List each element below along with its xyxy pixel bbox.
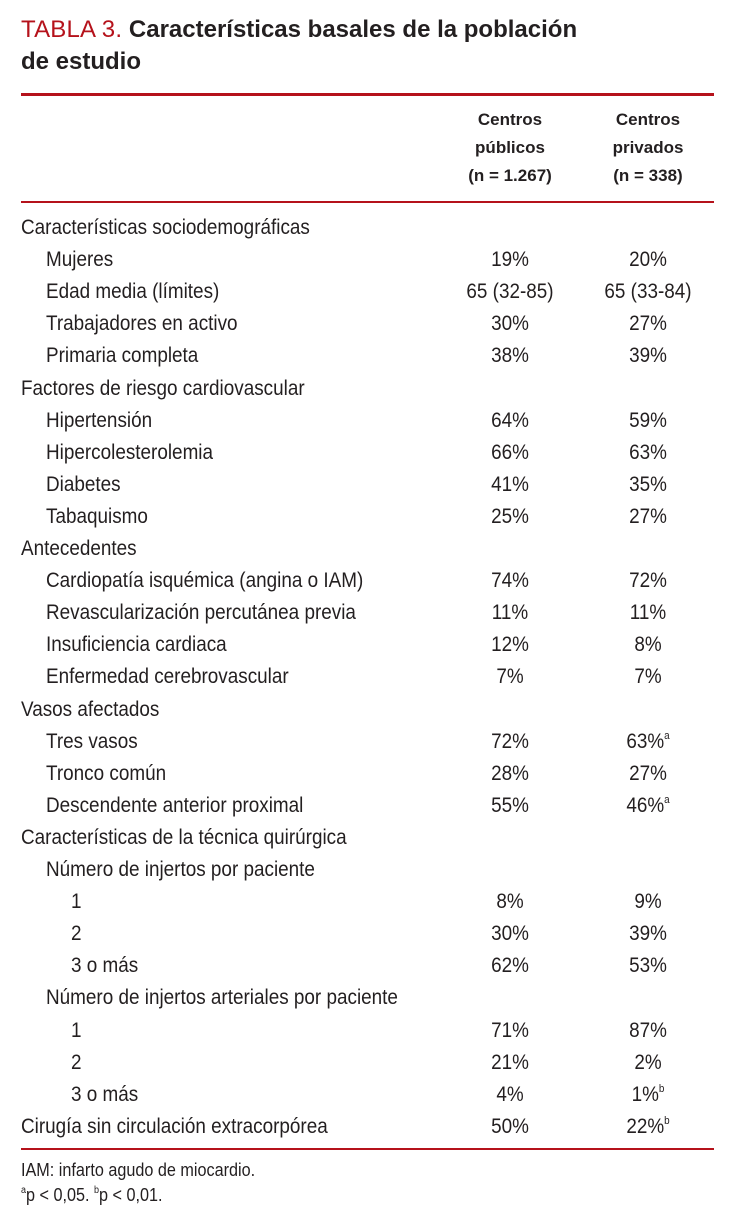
- column-header-line: (n = 338): [613, 166, 683, 185]
- row-label: Cirugía sin circulación extracorpórea: [21, 1114, 328, 1138]
- top-rule: [21, 93, 714, 96]
- column-header-line: Centros: [615, 110, 681, 129]
- cell-value: 27%: [629, 761, 667, 785]
- cell-value: 20%: [629, 248, 667, 272]
- significance-mark: b: [658, 1082, 665, 1095]
- cell-privados: [585, 918, 711, 950]
- significance-mark: b: [664, 1114, 670, 1127]
- cell-privados: [585, 597, 711, 629]
- cell-value: 62%: [491, 954, 529, 978]
- cell-publicos: [447, 340, 573, 372]
- row-label: Factores de riesgo cardiovascular: [21, 376, 305, 400]
- cell-value: 8%: [634, 633, 662, 657]
- cell-value: 72%: [491, 729, 529, 753]
- cell-privados: [585, 726, 711, 758]
- footnote-text-b: p < 0,01.: [99, 1185, 163, 1205]
- cell-value: 39%: [629, 922, 667, 946]
- cell-value: 71%: [491, 1018, 529, 1042]
- row-label: 1: [71, 1018, 82, 1042]
- table-row: [0, 790, 731, 822]
- cell-publicos: [447, 661, 573, 693]
- table-row: [0, 758, 731, 790]
- cell-value: 64%: [491, 408, 529, 432]
- cell-publicos: [447, 276, 573, 308]
- row-label: Descendente anterior proximal: [46, 793, 304, 817]
- cell-value: 27%: [629, 312, 667, 336]
- cell-value: 8%: [496, 890, 524, 914]
- cell-publicos: [447, 758, 573, 790]
- cell-value: 28%: [491, 761, 529, 785]
- cell-publicos: [447, 726, 573, 758]
- cell-value: 11%: [629, 601, 667, 625]
- row-label: Insuficiencia cardiaca: [46, 633, 227, 657]
- table-row: [0, 1047, 731, 1079]
- cell-value: 7%: [496, 665, 524, 689]
- row-label: Hipertensión: [46, 408, 153, 432]
- column-header-line: Centros: [477, 110, 543, 129]
- table-row: [0, 661, 731, 693]
- cell-value: 72%: [629, 569, 667, 593]
- row-label: Edad media (límites): [46, 280, 220, 304]
- cell-value: 65 (32-85): [466, 280, 554, 304]
- cell-privados: [585, 276, 711, 308]
- row-label: Número de injertos por paciente: [46, 858, 315, 881]
- cell-privados: [585, 1015, 711, 1047]
- table-row: [0, 1079, 731, 1111]
- row-label: Número de injertos arteriales por paciente: [46, 986, 398, 1010]
- table-row: [0, 886, 731, 918]
- column-header-line: (n = 1.267): [468, 166, 552, 185]
- cell-publicos: [447, 950, 573, 982]
- table-row: [0, 501, 731, 533]
- cell-value: 27%: [629, 504, 667, 528]
- table-row: [0, 1015, 731, 1047]
- cell-value: 12%: [491, 633, 529, 657]
- row-label: Características sociodemográficas: [21, 216, 310, 239]
- cell-publicos: [447, 1111, 573, 1143]
- table-row: [0, 308, 731, 340]
- row-label: 2: [71, 922, 82, 946]
- cell-publicos: [447, 886, 573, 918]
- cell-value: 7%: [634, 665, 662, 689]
- table-row: [0, 982, 731, 1014]
- row-label: Tres vasos: [46, 729, 138, 753]
- cell-value: 19%: [491, 248, 529, 272]
- cell-value: 39%: [629, 344, 667, 368]
- table-row: [0, 950, 731, 982]
- footnote-significance: [21, 1183, 163, 1207]
- row-label: Antecedentes: [21, 537, 137, 560]
- cell-privados: [585, 340, 711, 372]
- cell-publicos: [447, 501, 573, 533]
- cell-privados: [585, 437, 711, 469]
- table-row: [0, 726, 731, 758]
- cell-publicos: [447, 629, 573, 661]
- footnote-abbreviation: IAM: infarto agudo de miocardio.: [21, 1160, 256, 1180]
- row-label: Tabaquismo: [46, 504, 148, 528]
- row-label: 2: [71, 1050, 82, 1074]
- table-row: [0, 629, 731, 661]
- table-row: [0, 918, 731, 950]
- header-rule: [21, 201, 714, 203]
- cell-publicos: [447, 469, 573, 501]
- cell-privados: [585, 790, 711, 822]
- cell-value: 30%: [491, 312, 529, 336]
- cell-privados: [585, 1079, 711, 1111]
- table-row: [0, 340, 731, 372]
- cell-privados: [585, 405, 711, 437]
- column-header-line: privados: [612, 138, 684, 157]
- column-header-line: públicos: [475, 138, 545, 157]
- cell-publicos: [447, 405, 573, 437]
- table-title: [21, 14, 711, 78]
- row-label: Enfermedad cerebrovascular: [46, 665, 289, 689]
- table-row: [0, 373, 731, 405]
- cell-value: 74%: [491, 569, 529, 593]
- table-row: [0, 822, 731, 854]
- table-row: [0, 694, 731, 726]
- cell-privados: [585, 950, 711, 982]
- cell-value: 46%: [626, 793, 665, 817]
- row-label: Cardiopatía isquémica (angina o IAM): [46, 569, 364, 593]
- significance-mark: a: [664, 729, 670, 742]
- cell-privados: [585, 1111, 711, 1143]
- cell-value: 59%: [629, 408, 667, 432]
- cell-privados: [585, 629, 711, 661]
- table-row: [0, 854, 731, 886]
- table-row: [0, 405, 731, 437]
- row-label: Hipercolesterolemia: [46, 440, 214, 464]
- cell-value: 4%: [496, 1082, 524, 1106]
- cell-value: 53%: [629, 954, 667, 978]
- table-row: [0, 469, 731, 501]
- table-row: [0, 437, 731, 469]
- cell-privados: [585, 308, 711, 340]
- cell-value: 55%: [491, 793, 529, 817]
- cell-value: 21%: [491, 1050, 529, 1074]
- cell-privados: [585, 501, 711, 533]
- cell-value: 1%: [631, 1082, 659, 1106]
- row-label: Tronco común: [46, 761, 167, 785]
- cell-publicos: [447, 437, 573, 469]
- bottom-rule: [21, 1148, 714, 1150]
- cell-privados: [585, 469, 711, 501]
- cell-publicos: [447, 790, 573, 822]
- cell-value: 50%: [491, 1114, 529, 1138]
- cell-publicos: [447, 918, 573, 950]
- cell-value: 22%: [626, 1114, 665, 1138]
- cell-privados: [585, 661, 711, 693]
- cell-privados: [585, 1047, 711, 1079]
- cell-publicos: [447, 1047, 573, 1079]
- cell-value: 25%: [491, 504, 529, 528]
- footnote-mark-a: a: [21, 1185, 27, 1196]
- title-line-2: de estudio: [21, 48, 142, 75]
- cell-publicos: [447, 565, 573, 597]
- row-label: 3 o más: [71, 954, 139, 978]
- table-row: [0, 565, 731, 597]
- cell-value: 41%: [491, 472, 529, 496]
- table-row: [0, 533, 731, 565]
- cell-value: 66%: [491, 440, 529, 464]
- row-label: Trabajadores en activo: [46, 312, 238, 336]
- row-label: Mujeres: [46, 248, 114, 272]
- cell-value: 9%: [634, 890, 662, 914]
- table-row: [0, 276, 731, 308]
- table-row: [0, 1111, 731, 1143]
- row-label: Vasos afectados: [21, 697, 160, 721]
- title-text: Características basales de la población: [128, 16, 578, 43]
- cell-privados: [585, 565, 711, 597]
- table-row: [0, 212, 731, 244]
- table-label: TABLA 3.: [21, 16, 123, 43]
- footnote-mark-b: b: [94, 1185, 100, 1196]
- cell-publicos: [447, 597, 573, 629]
- column-header-publicos: [440, 106, 580, 190]
- cell-value: 38%: [491, 344, 529, 368]
- cell-value: 11%: [491, 601, 529, 625]
- cell-publicos: [447, 244, 573, 276]
- row-label: 3 o más: [71, 1082, 139, 1106]
- cell-value: 2%: [634, 1050, 662, 1074]
- title-line-1: [21, 14, 711, 46]
- row-label: Diabetes: [46, 472, 121, 496]
- table-row: [0, 244, 731, 276]
- significance-mark: a: [664, 793, 670, 806]
- column-header-privados: [578, 106, 718, 190]
- table-row: [0, 597, 731, 629]
- cell-value: 87%: [629, 1018, 667, 1042]
- cell-value: 35%: [629, 472, 667, 496]
- cell-value: 30%: [491, 922, 529, 946]
- row-label: Revascularización percutánea previa: [46, 601, 356, 625]
- cell-privados: [585, 758, 711, 790]
- cell-privados: [585, 886, 711, 918]
- row-label: Primaria completa: [46, 344, 199, 368]
- cell-publicos: [447, 1079, 573, 1111]
- cell-publicos: [447, 1015, 573, 1047]
- row-label: 1: [71, 890, 82, 914]
- cell-value: 63%: [626, 729, 665, 753]
- cell-publicos: [447, 308, 573, 340]
- row-label: Características de la técnica quirúrgica: [21, 825, 347, 849]
- footnote-text-a: p < 0,05.: [26, 1185, 90, 1205]
- cell-privados: [585, 244, 711, 276]
- cell-value: 63%: [629, 440, 667, 464]
- cell-value: 65 (33-84): [604, 280, 692, 304]
